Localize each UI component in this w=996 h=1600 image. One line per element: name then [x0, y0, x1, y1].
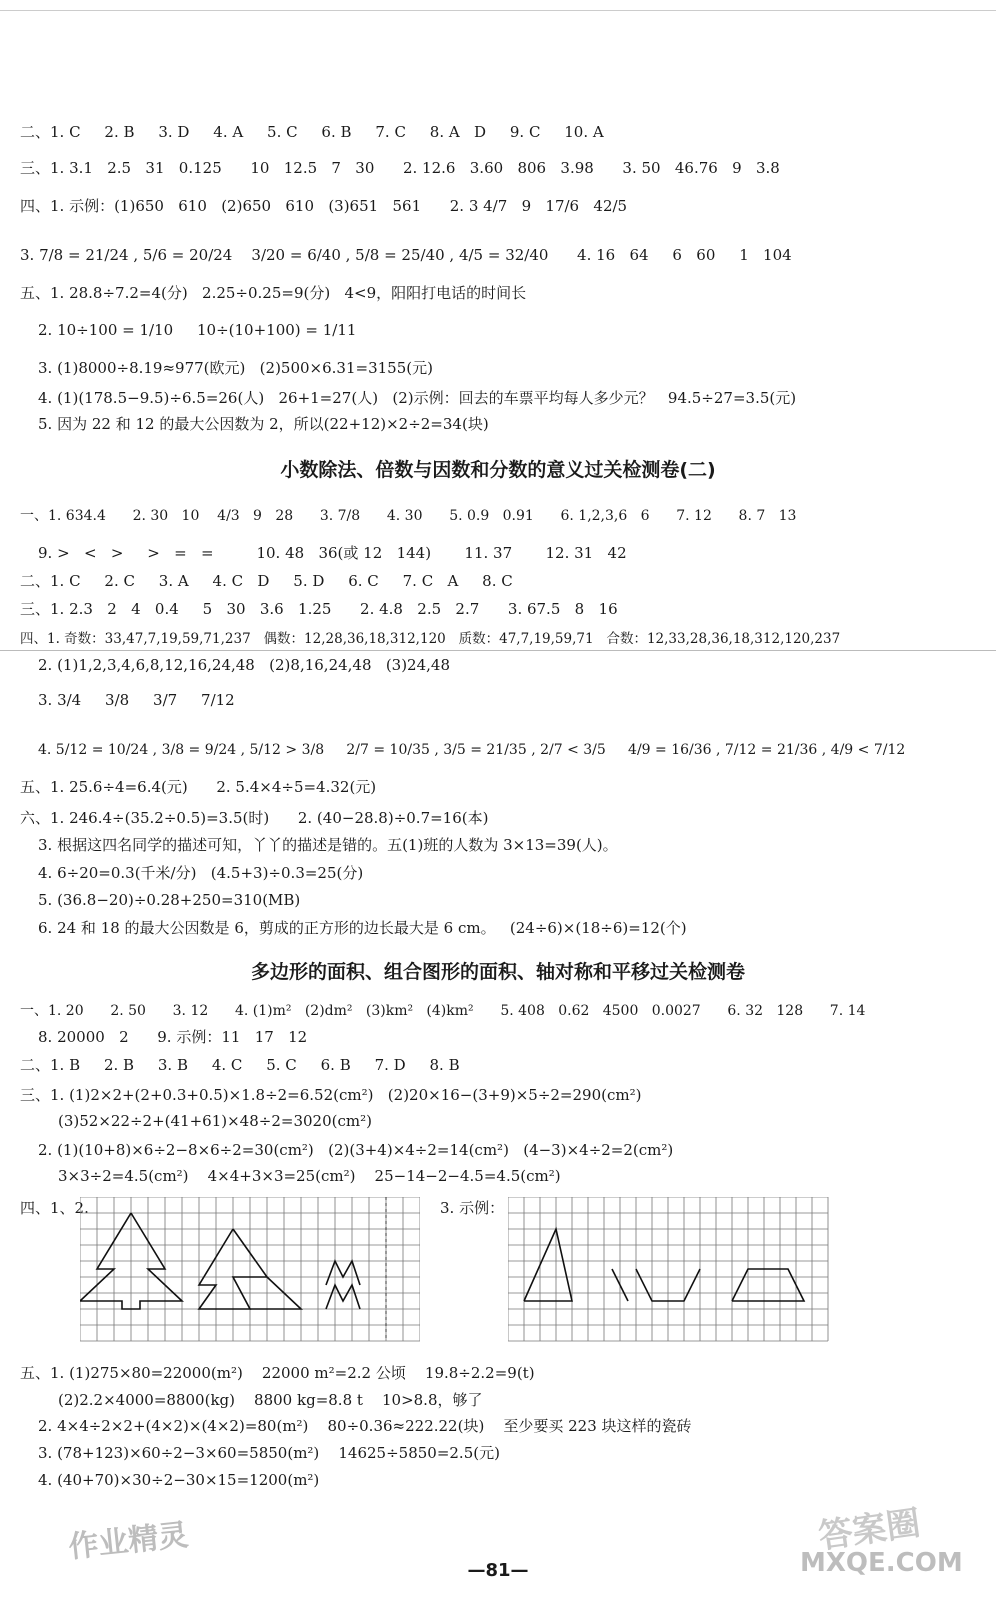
divider [0, 650, 996, 651]
answer-line: 五、1. (1)275×80=22000(m²) 22000 m²=2.2 公顷 19.8÷2.2=9(t) [20, 1364, 535, 1382]
answer-line: 五、1. 25.6÷4=6.4(元) 2. 5.4×4÷5=4.32(元) [20, 778, 377, 796]
stamp-watermark: 作业精灵 [66, 1517, 190, 1566]
answer-line: 5. 因为 22 和 12 的最大公因数为 2，所以(22+12)×2÷2=34(块) [38, 415, 489, 433]
top-rule [0, 10, 996, 11]
answer-line: 6. 24 和 18 的最大公因数是 6，剪成的正方形的边长最大是 6 cm。 (24÷6)×(18÷6)=12(个) [38, 919, 687, 937]
answer-line: 三、1. 3.1 2.5 31 0.125 10 12.5 7 30 2. 12.6 3.60 806 3.98 3. 50 46.76 9 3.8 [20, 159, 780, 177]
answer-line: 2. (1)(10+8)×6÷2−8×6÷2=30(cm²) (2)(3+4)×4÷2=14(cm²) (4−3)×4÷2=2(cm²) [38, 1141, 674, 1159]
figure-grid-left [80, 1197, 420, 1345]
answer-line: 三、1. 2.3 2 4 0.4 5 30 3.6 1.25 2. 4.8 2.5 2.7 3. 67.5 8 16 [20, 600, 618, 618]
site-watermark: 答案圈 [816, 1503, 923, 1557]
answer-line: 二、1. C 2. C 3. A 4. C D 5. D 6. C 7. C A 8. C [20, 572, 513, 590]
section-title: 小数除法、倍数与因数和分数的意义过关检测卷(二) [280, 459, 716, 481]
site-watermark-url: MXQE.COM [800, 1548, 963, 1578]
answer-line: 一、1. 20 2. 50 3. 12 4. (1)m² (2)dm² (3)km² (4)km² 5. 408 0.62 4500 0.0027 6. 32 128 7. 14 [20, 1003, 866, 1019]
answer-line: 五、1. 28.8÷7.2=4(分) 2.25÷0.25=9(分) 4<9，阳阳打电话的时间长 [20, 284, 527, 302]
answer-line: 二、1. B 2. B 3. B 4. C 5. C 6. B 7. D 8. B [20, 1056, 460, 1074]
answer-line: (2)2.2×4000=8800(kg) 8800 kg=8.8 t 10>8.8，够了 [58, 1391, 483, 1409]
page-number: —81— [467, 1560, 529, 1581]
figure-label: 3. 示例： [440, 1199, 505, 1217]
section-title: 多边形的面积、组合图形的面积、轴对称和平移过关检测卷 [250, 961, 745, 983]
answer-line: 4. (40+70)×30÷2−30×15=1200(m²) [38, 1471, 320, 1489]
answer-line: 四、1. 示例：(1)650 610 (2)650 610 (3)651 561 2. 3 4/7 9 17/6 42/5 [20, 197, 628, 215]
answer-line: 3. (1)8000÷8.19≈977(欧元) (2)500×6.31=3155(元) [38, 359, 433, 377]
answer-line: 四、1. 奇数：33,47,7,19,59,71,237 偶数：12,28,36,18,312,120 质数：47,7,19,59,71 合数：12,33,28,36,18,312,120,237 [20, 631, 841, 647]
figure-label: 四、1、2. [20, 1199, 89, 1217]
answer-line: (3)52×22÷2+(41+61)×48÷2=3020(cm²) [58, 1112, 372, 1130]
answer-line: 一、1. 634.4 2. 30 10 4/3 9 28 3. 7/8 4. 30 5. 0.9 0.91 6. 1,2,3,6 6 7. 12 8. 7 13 [20, 508, 797, 524]
answer-line: 六、1. 246.4÷(35.2÷0.5)=3.5(时) 2. (40−28.8)÷0.7=16(本) [20, 809, 489, 827]
answer-line: 2. 10÷100 = 1/10 10÷(10+100) = 1/11 [38, 321, 357, 339]
answer-line: 4. (1)(178.5−9.5)÷6.5=26(人) 26+1=27(人) (2)示例：回去的车票平均每人多少元？ 94.5÷27=3.5(元) [38, 389, 797, 407]
answer-line: 2. 4×4÷2×2+(4×2)×(4×2)=80(m²) 80÷0.36≈222.22(块) 至少要买 223 块这样的瓷砖 [38, 1417, 692, 1435]
answer-line: 5. (36.8−20)÷0.28+250=310(MB) [38, 891, 301, 909]
figure-grid-right [508, 1197, 830, 1345]
answer-line: 8. 20000 2 9. 示例：11 17 12 [38, 1028, 308, 1046]
answer-line: 3. (78+123)×60÷2−3×60=5850(m²) 14625÷5850=2.5(元) [38, 1444, 500, 1462]
answer-line: 9. > < > > = = 10. 48 36(或 12 144) 11. 37 12. 31 42 [38, 544, 627, 562]
answer-line: 3×3÷2=4.5(cm²) 4×4+3×3=25(cm²) 25−14−2−4.5=4.5(cm²) [58, 1167, 561, 1185]
answer-line: 3. 3/4 3/8 3/7 7/12 [38, 691, 235, 709]
answer-line: 2. (1)1,2,3,4,6,8,12,16,24,48 (2)8,16,24,48 (3)24,48 [38, 656, 451, 674]
answer-line: 三、1. (1)2×2+(2+0.3+0.5)×1.8÷2=6.52(cm²) (2)20×16−(3+9)×5÷2=290(cm²) [20, 1086, 642, 1104]
answer-line: 4. 5/12 = 10/24 , 3/8 = 9/24 , 5/12 > 3/8 2/7 = 10/35 , 3/5 = 21/35 , 2/7 < 3/5 4/9 = 16/36 , 7/12 = 21/36 , 4/9 < 7/12 [38, 742, 906, 758]
answer-line: 3. 根据这四名同学的描述可知，丫丫的描述是错的。五(1)班的人数为 3×13=39(人)。 [38, 836, 618, 854]
answer-line: 3. 7/8 = 21/24 , 5/6 = 20/24 3/20 = 6/40 , 5/8 = 25/40 , 4/5 = 32/40 4. 16 64 6 60 1 104 [20, 246, 792, 264]
answer-line: 4. 6÷20=0.3(千米/分) (4.5+3)÷0.3=25(分) [38, 864, 364, 882]
answer-line: 二、1. C 2. B 3. D 4. A 5. C 6. B 7. C 8. A D 9. C 10. A [20, 123, 604, 141]
